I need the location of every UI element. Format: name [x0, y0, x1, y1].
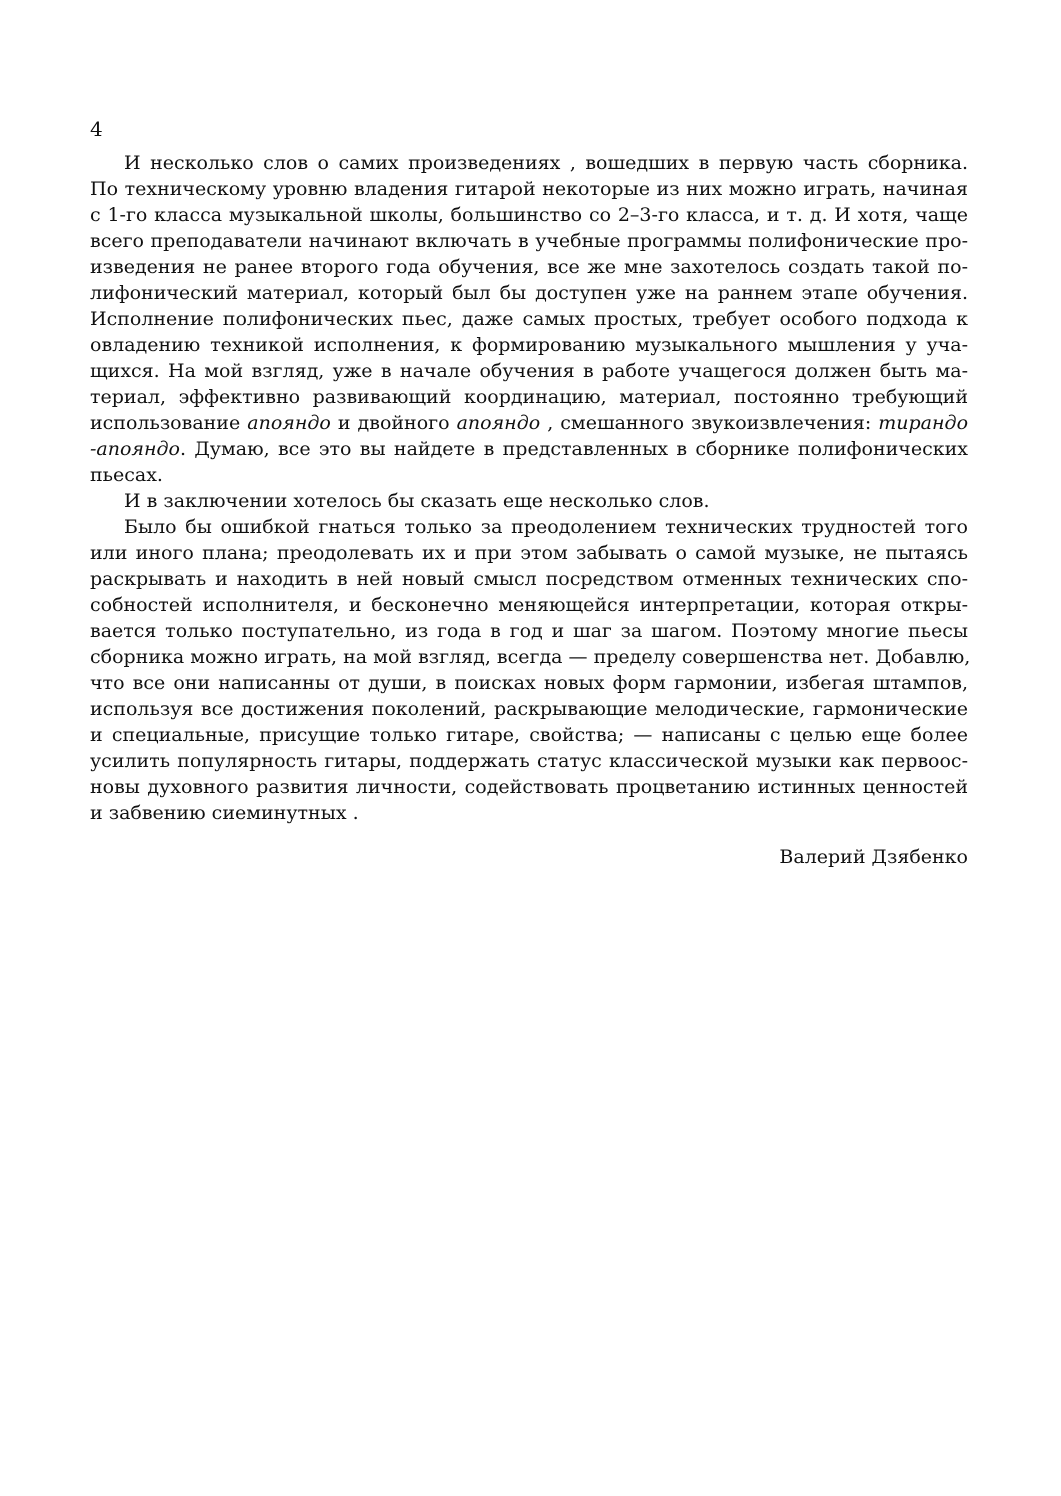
page-number: 4 — [90, 117, 103, 141]
text-line: И в заключении хотелось бы сказать еще несколько слов. — [124, 490, 710, 512]
italic-term: -апояндо — [90, 438, 180, 460]
text-run: и двойного — [330, 412, 457, 434]
italic-term: тирандо — [878, 412, 969, 434]
text-line: И несколько слов о самих произведениях , вошедших в первую часть сборника. — [124, 152, 968, 174]
text-line: и специальные, присущие только гитаре, свойства; — написаны с целью еще более — [90, 724, 968, 746]
text-line: или иного плана; преодолевать их и при этом забывать о самой музыке, не пытаясь — [90, 542, 968, 564]
italic-term: апояндо — [247, 412, 331, 434]
text-line: териал, эффективно развивающий координацию, материал, постоянно требующий — [90, 386, 968, 408]
text-run: . Думаю, все это вы найдете в представленных в сборнике полифонических — [180, 438, 968, 460]
text-line: используя все достижения поколений, раскрывающие мелодические, гармонические — [90, 698, 968, 720]
text-line: Исполнение полифонических пьес, даже самых простых, требует особого подхода к — [90, 308, 968, 330]
text-line: овладению техникой исполнения, к формированию музыкального мышления у уча- — [90, 334, 968, 356]
text-line: пьесах. — [90, 464, 163, 486]
text-line: лифонический материал, который был бы доступен уже на раннем этапе обучения. — [90, 282, 968, 304]
body-text — [90, 150, 971, 826]
paragraph-conclusion — [90, 514, 971, 826]
text-line: изведения не ранее второго года обучения, все же мне захотелось создать такой по- — [90, 256, 968, 278]
paragraph-intro — [90, 150, 968, 488]
text-line: собностей исполнителя, и бесконечно меняющейся интерпретации, которая откры- — [90, 594, 968, 616]
text-run: , смешанного звукоизвлечения: — [540, 412, 879, 434]
text-line: щихся. На мой взгляд, уже в начале обучения в работе учащегося должен быть ма- — [90, 360, 968, 382]
text-run: использование — [90, 412, 248, 434]
text-line: Было бы ошибкой гнаться только за преодолением технических трудностей того — [124, 516, 968, 538]
author-signature: Валерий Дзябенко — [779, 846, 968, 868]
text-line-mixed — [90, 410, 968, 436]
text-line: сборника можно играть, на мой взгляд, всегда — пределу совершенства нет. Добавлю, — [90, 646, 971, 668]
text-line-mixed — [90, 436, 968, 462]
text-line: усилить популярность гитары, поддержать статус классической музыки как первоос- — [90, 750, 968, 772]
text-line: вается только поступательно, из года в год и шаг за шагом. Поэтому многие пьесы — [90, 620, 968, 642]
text-line: новы духовного развития личности, содействовать процветанию истинных ценностей — [90, 776, 968, 798]
text-line: По техническому уровню владения гитарой некоторые из них можно играть, начиная — [90, 178, 968, 200]
text-line: и забвению сиеминутных . — [90, 802, 359, 824]
text-line: что все они написанны от души, в поисках новых форм гармонии, избегая штампов, — [90, 672, 968, 694]
text-line: всего преподаватели начинают включать в учебные программы полифонические про- — [90, 230, 968, 252]
text-line: раскрывать и находить в ней новый смысл посредством отменных технических спо- — [90, 568, 968, 590]
paragraph-conclusion-intro — [90, 488, 968, 514]
italic-term: апояндо — [456, 412, 541, 434]
text-line: с 1-го класса музыкальной школы, большинство со 2–3-го класса, и т. д. И хотя, чаще — [90, 204, 968, 226]
